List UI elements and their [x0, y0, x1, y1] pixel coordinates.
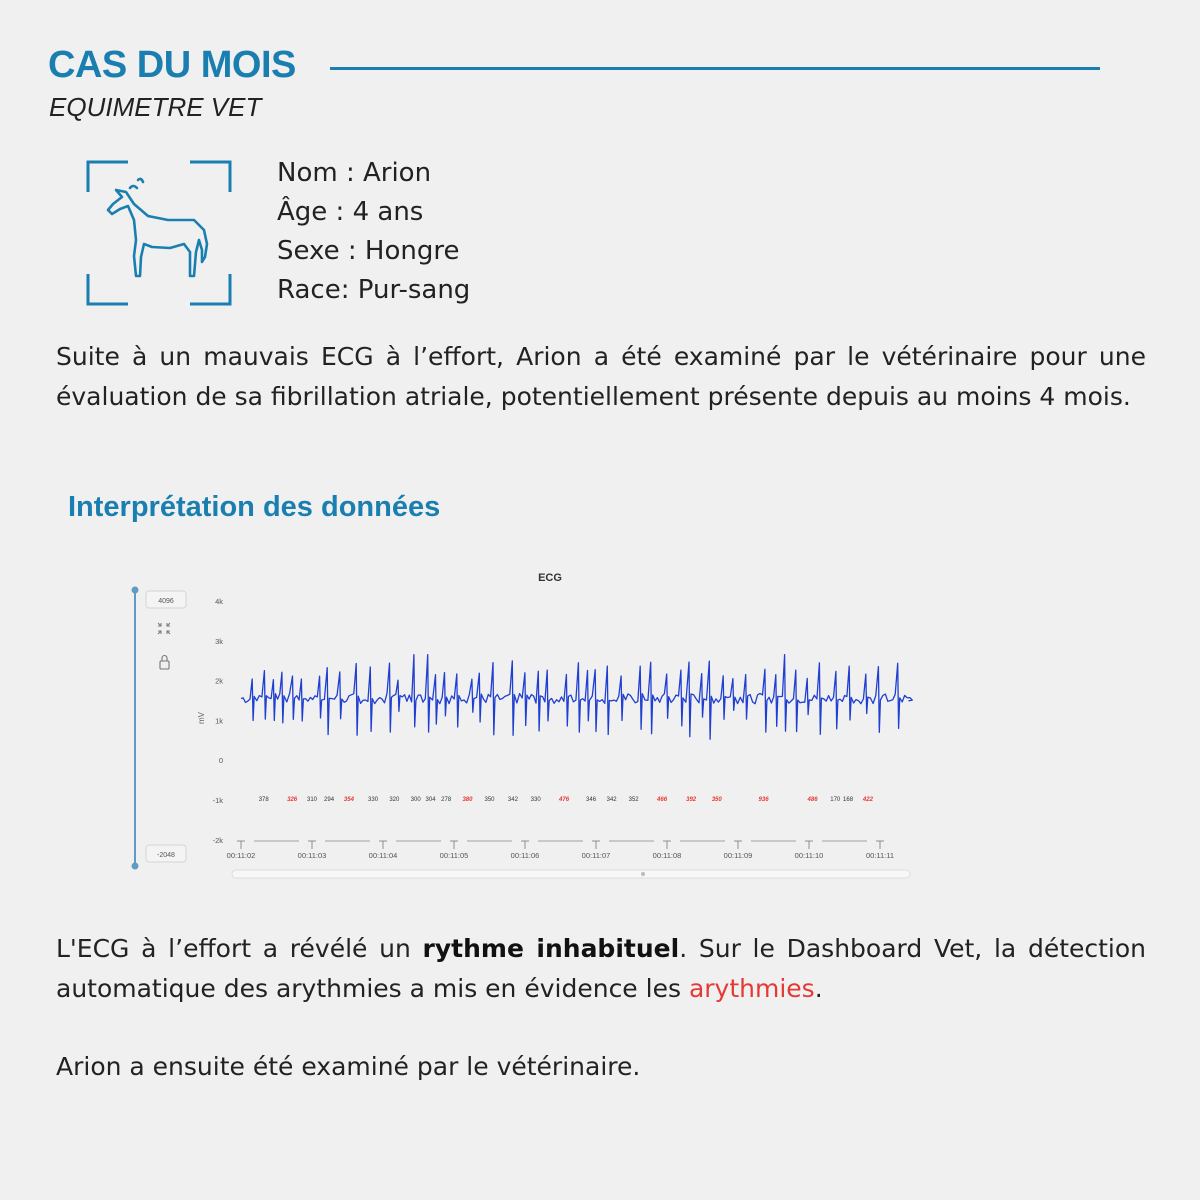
rr-interval: 342: [606, 797, 617, 803]
rr-interval: 350: [484, 797, 495, 803]
findings-text-2: . Sur le Dashboard Vet, la détection automatique des arythmies a mis en évidence les: [56, 934, 1147, 1003]
x-tick-label: 00:11:03: [297, 851, 327, 860]
page-title: CAS DU MOIS: [48, 44, 296, 86]
x-tick-label: 00:11:04: [368, 851, 398, 860]
y-tick-label: 4k: [215, 597, 223, 606]
x-tick-label: 00:11:08: [652, 851, 682, 860]
rr-interval-arrhythmia: 354: [343, 797, 354, 803]
rr-interval: 168: [843, 797, 854, 803]
findings-arrhythmia-highlight: arythmies: [688, 973, 815, 1003]
y-tick-label: 2k: [215, 676, 223, 686]
y-tick-label: -2k: [212, 835, 223, 845]
y-tick-label: 3k: [215, 636, 223, 646]
y-slider-bottom-handle[interactable]: [132, 863, 139, 870]
page-subtitle: EQUIMETRE VET: [49, 92, 262, 122]
findings-paragraph: [56, 929, 1146, 1008]
findings-bold: rythme inhabituel: [422, 934, 680, 963]
rr-interval: 330: [530, 797, 541, 803]
lock-icon[interactable]: [160, 656, 169, 670]
rr-interval: 170: [830, 797, 841, 803]
chart-title: ECG: [538, 572, 562, 584]
rr-interval-arrhythmia: 422: [862, 797, 873, 803]
y-tick-label: 0: [218, 756, 223, 766]
intro-paragraph: Suite à un mauvais ECG à l’effort, Arion a été examiné par le vétérinaire pour une évaluation de sa fibrillation atriale, potentiellement présente depuis au moins 4 mois.: [56, 342, 1146, 411]
x-tick-label: 00:11:05: [439, 851, 469, 860]
rr-interval-arrhythmia: 326: [287, 797, 298, 803]
profile-breed: Race: Pur-sang: [277, 275, 471, 305]
rr-interval-arrhythmia: 392: [686, 797, 697, 803]
rr-interval-arrhythmia: 350: [711, 797, 722, 803]
y-min-label: -2048: [157, 852, 175, 859]
rr-interval: 278: [441, 797, 452, 803]
rr-interval-arrhythmia: 476: [559, 797, 570, 803]
rr-interval: 342: [507, 797, 518, 803]
conclusion-paragraph: Arion a ensuite été examiné par le vétérinaire.: [56, 1052, 641, 1081]
y-tick-label: -1k: [212, 796, 223, 805]
profile-age: Âge : 4 ans: [277, 197, 424, 227]
y-max-label: 4096: [158, 598, 174, 605]
ecg-trace: [241, 655, 912, 740]
rr-interval: 304: [425, 797, 436, 803]
profile-name: Nom : Arion: [277, 158, 432, 188]
rr-interval: 378: [258, 797, 269, 803]
y-tick-label: 1k: [215, 716, 223, 726]
rr-interval: 310: [306, 797, 318, 803]
rr-interval-arrhythmia: 380: [462, 797, 473, 803]
findings-text-1: L'ECG à l’effort a révélé un: [56, 934, 423, 963]
time-scrollbar[interactable]: [232, 870, 910, 878]
rr-interval-arrhythmia: 466: [657, 797, 668, 803]
rr-interval-arrhythmia: 486: [807, 797, 818, 803]
y-slider-top-handle[interactable]: [132, 587, 139, 594]
rr-interval-arrhythmia: 936: [758, 797, 769, 803]
rr-interval: 352: [628, 797, 639, 803]
x-tick-label: 00:11:06: [510, 851, 540, 860]
rr-interval: 346: [586, 797, 597, 803]
horse-icon: [86, 160, 232, 306]
x-tick-label: 00:11:09: [723, 851, 753, 860]
findings-text-3: .: [814, 973, 823, 1003]
profile-sex: Sexe : Hongre: [277, 236, 460, 266]
time-scrollbar-handle[interactable]: [641, 872, 645, 876]
x-tick-label: 00:11:10: [794, 851, 824, 860]
compress-icon[interactable]: [158, 623, 170, 634]
x-tick-label: 00:11:07: [581, 851, 611, 860]
rr-interval: 320: [389, 797, 400, 803]
rr-interval: 300: [410, 797, 421, 803]
ecg-chart: [120, 560, 920, 890]
rr-interval: 294: [324, 797, 335, 803]
rr-interval: 330: [368, 797, 379, 803]
x-tick-label: 00:11:02: [226, 851, 256, 860]
horse-profile: [277, 154, 470, 310]
x-tick-label: 00:11:11: [865, 851, 895, 860]
title-divider: [330, 67, 1100, 70]
section-title: Interprétation des données: [68, 491, 441, 523]
y-axis-label: mV: [197, 712, 206, 724]
